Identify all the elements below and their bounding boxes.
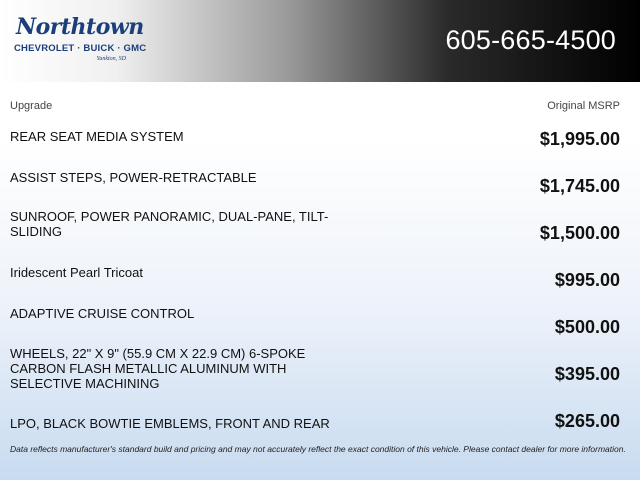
- upgrade-item-name: ASSIST STEPS, POWER-RETRACTABLE: [10, 170, 257, 185]
- upgrade-item-name: Iridescent Pearl Tricoat: [10, 265, 143, 280]
- upgrade-item-price: $265.00: [554, 411, 620, 431]
- upgrade-item-name: LPO, BLACK BOWTIE EMBLEMS, FRONT AND REAR: [10, 416, 330, 431]
- upgrade-item-price: $1,500.00: [539, 223, 620, 243]
- column-header-msrp: Original MSRP: [547, 100, 620, 112]
- pricing-disclaimer: Data reflects manufacturer's standard build and pricing and may not accurately reflect the exact condition of this vehicle. Please contact dealer for more information.: [10, 444, 626, 454]
- upgrade-item-name: SUNROOF, POWER PANORAMIC, DUAL-PANE, TILT-SLIDING: [10, 209, 329, 239]
- upgrade-item-price: $395.00: [554, 364, 620, 384]
- logo-location: Yankton, SD: [96, 56, 126, 62]
- upgrade-item-price: $500.00: [554, 317, 620, 337]
- column-header-upgrade: Upgrade: [10, 100, 53, 112]
- dealer-phone: 605-665-4500: [445, 25, 616, 55]
- logo-subtitle: CHEVROLET · BUICK · GMC: [14, 43, 147, 54]
- upgrade-item-name: ADAPTIVE CRUISE CONTROL: [10, 306, 195, 321]
- upgrade-item-price: $1,995.00: [539, 129, 620, 149]
- upgrade-item-price: $1,745.00: [539, 176, 620, 196]
- upgrade-item-price: $995.00: [554, 270, 620, 290]
- logo-title: Northtown: [16, 14, 144, 40]
- header-banner: [0, 0, 640, 82]
- upgrade-item-name: REAR SEAT MEDIA SYSTEM: [10, 129, 184, 144]
- dealer-logo: [14, 14, 147, 66]
- upgrade-item-name: WHEELS, 22" X 9" (55.9 CM X 22.9 CM) 6-SPOKE CARBON FLASH METALLIC ALUMINUM WITH SELECTIVE MACHINING: [10, 346, 306, 391]
